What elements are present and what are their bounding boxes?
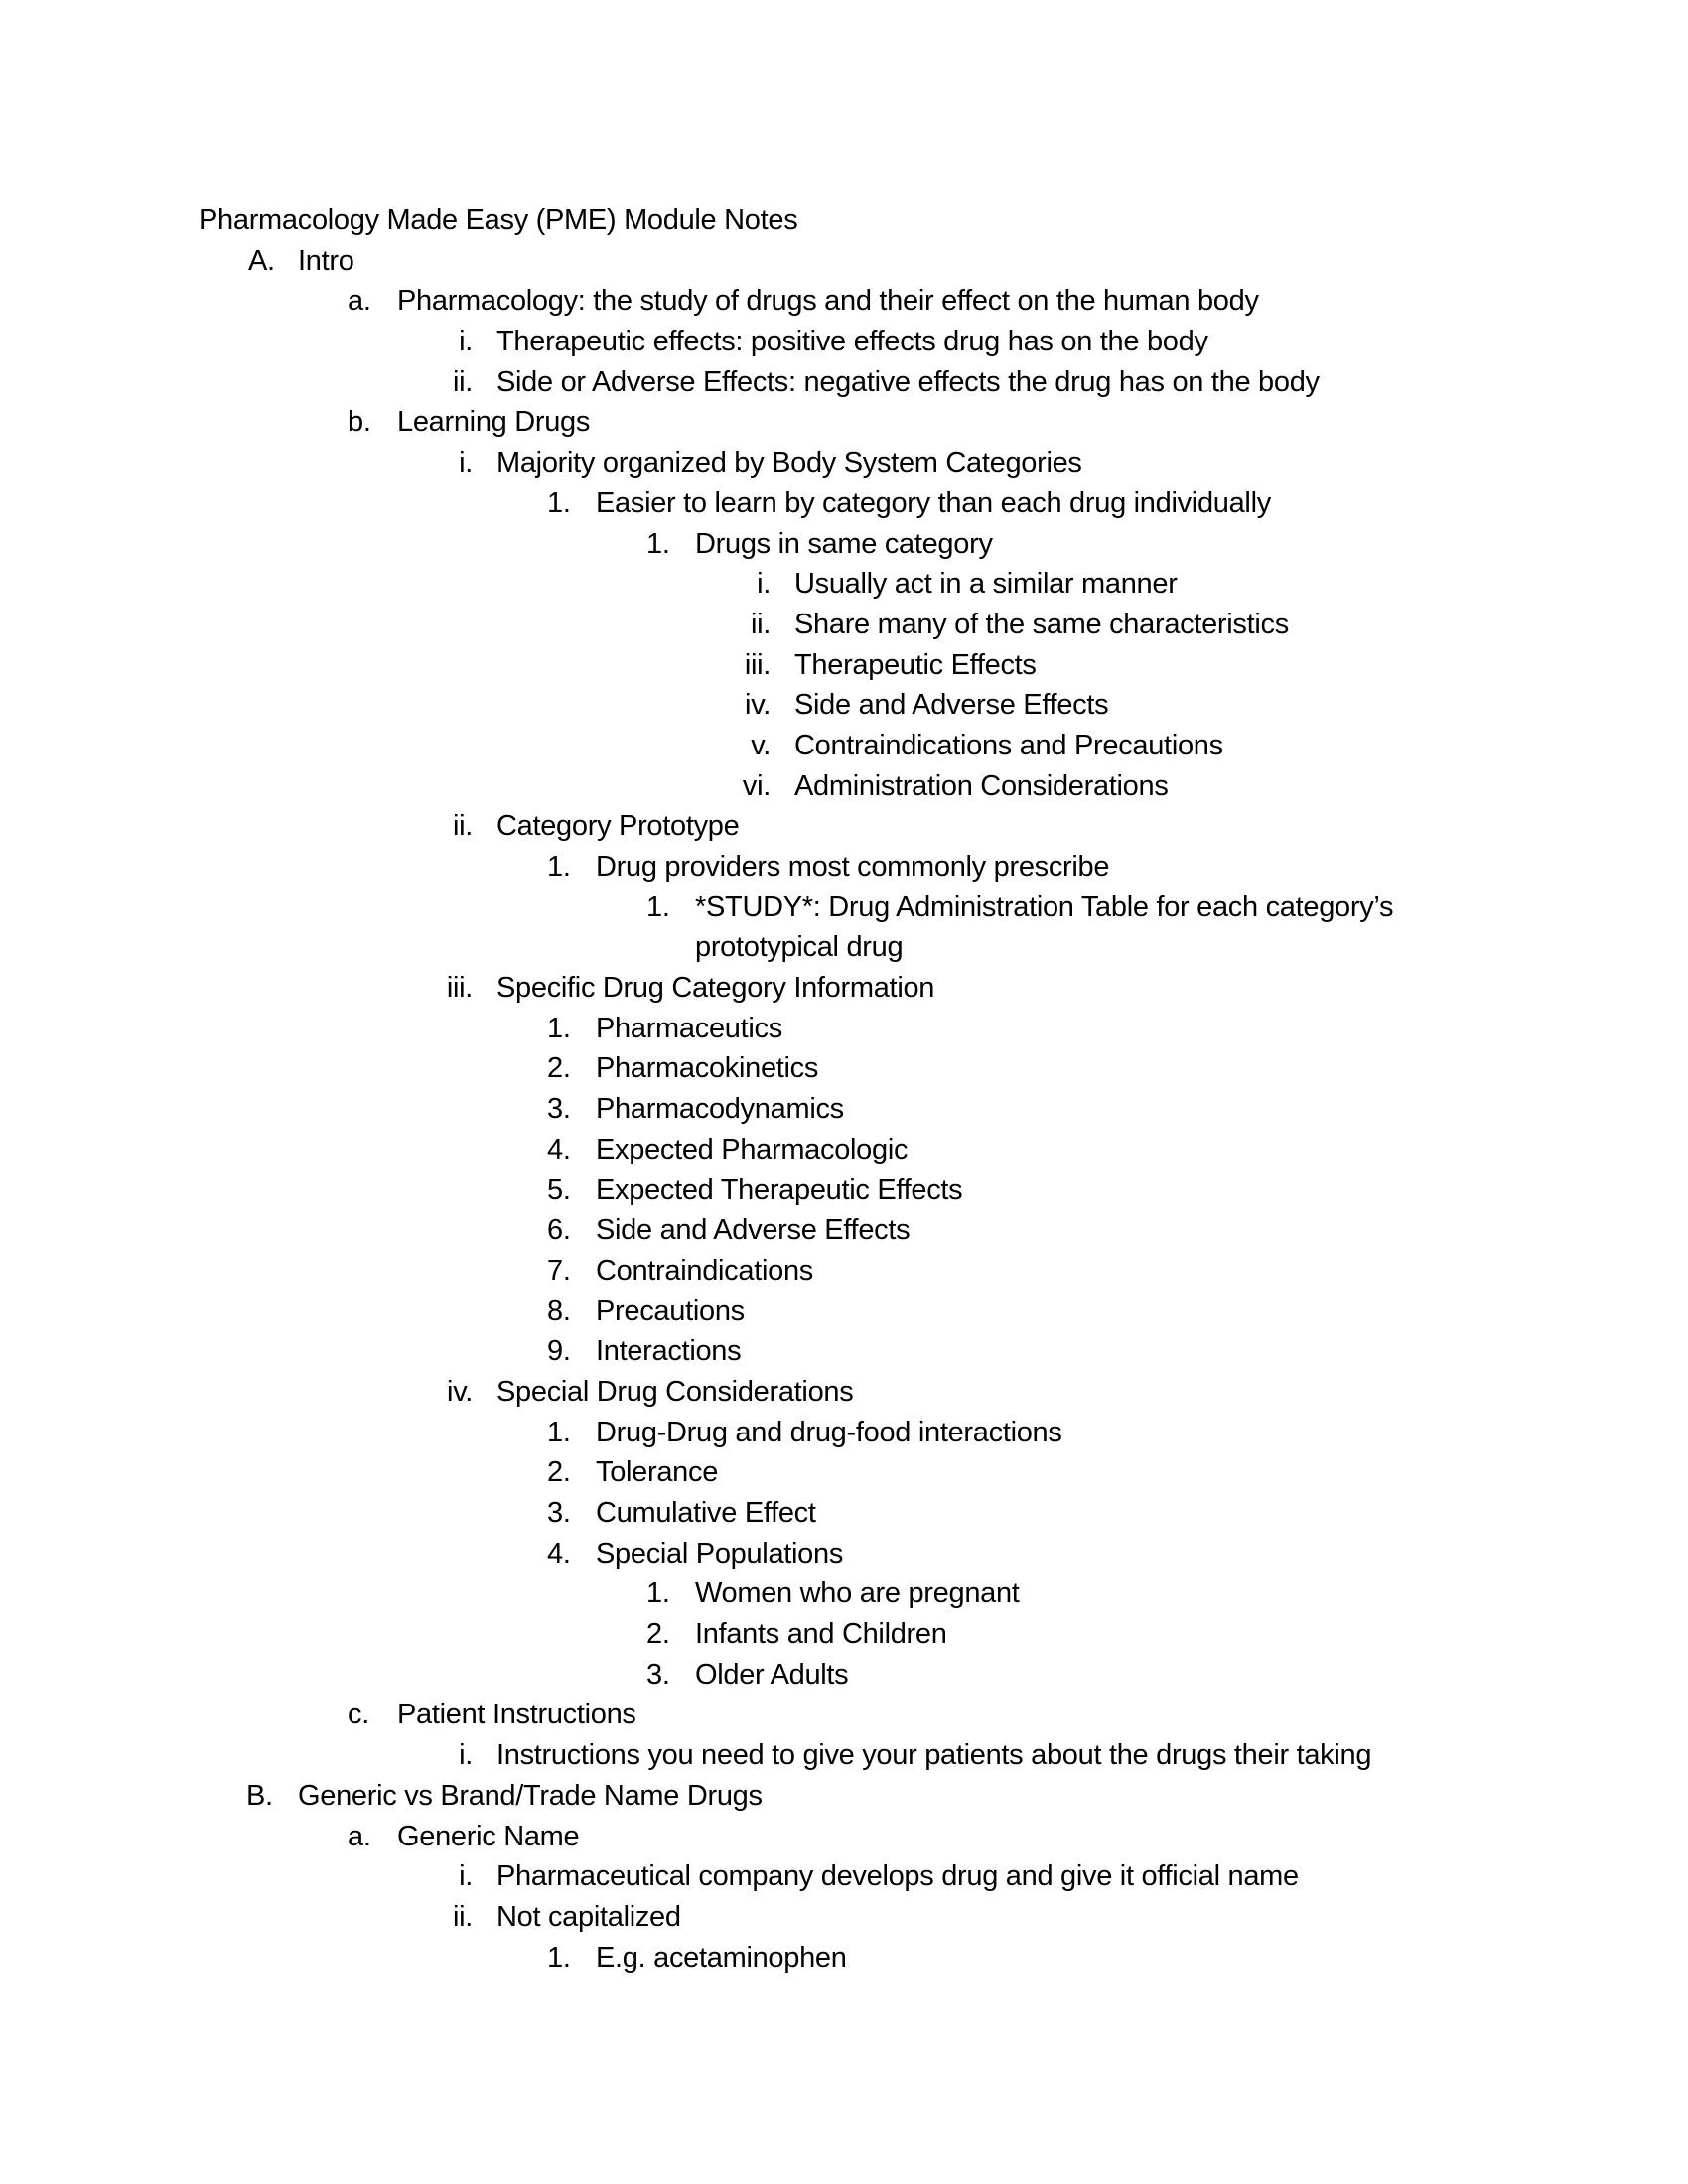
list-marker: a.: [348, 285, 371, 318]
list-marker: 1.: [646, 890, 670, 923]
outline-item-level-4: [0, 1251, 1688, 1292]
outline-item-level-3: [0, 362, 1688, 403]
outline-item-level-1: [0, 241, 1688, 282]
list-marker: i.: [459, 447, 473, 479]
outline-item-level-3: [0, 806, 1688, 847]
outline-item-level-5: [0, 1655, 1688, 1696]
list-marker: 1.: [547, 1012, 571, 1044]
outline-item-level-5: [0, 1614, 1688, 1655]
list-item-text: Women who are pregnant: [695, 1577, 1020, 1610]
outline-item-level-3: [0, 322, 1688, 362]
list-item-text: prototypical drug: [695, 931, 904, 964]
document-title: Pharmacology Made Easy (PME) Module Notes: [199, 205, 798, 236]
list-item-text: Pharmaceutics: [596, 1012, 782, 1044]
outline-item-level-4: [0, 1210, 1688, 1251]
outline-item-level-4: [0, 1170, 1688, 1211]
list-marker: b.: [348, 406, 371, 439]
list-item-text: E.g. acetaminophen: [596, 1941, 847, 1974]
list-item-text: Learning Drugs: [397, 406, 591, 439]
list-marker: v.: [751, 729, 771, 761]
list-marker: iv.: [745, 689, 771, 722]
list-marker: iii.: [744, 648, 771, 681]
list-marker: i.: [459, 1860, 473, 1893]
list-item-text: Interactions: [596, 1335, 742, 1368]
outline-item-level-6: [0, 726, 1688, 766]
list-marker: ii.: [452, 810, 473, 843]
outline-item-level-4: [0, 1493, 1688, 1534]
list-marker: 2.: [547, 1052, 571, 1085]
list-item-text: Pharmacodynamics: [596, 1093, 844, 1126]
list-marker: i.: [459, 326, 473, 358]
list-marker: 4.: [547, 1537, 571, 1570]
list-marker: 1.: [547, 1416, 571, 1448]
outline-item-level-4: [0, 1938, 1688, 1979]
outline-item-level-3: [0, 443, 1688, 483]
list-marker: iii.: [446, 972, 473, 1005]
outline-item-level-3: [0, 1372, 1688, 1413]
list-item-text: Therapeutic effects: positive effects drug has on the body: [496, 326, 1208, 358]
list-item-text: Instructions you need to give your patients about the drugs their taking: [496, 1739, 1372, 1772]
list-item-text: Side and Adverse Effects: [794, 689, 1109, 722]
outline-item-level-4: [0, 847, 1688, 887]
outline-item-level-6: [0, 605, 1688, 645]
list-item-text: Special Populations: [596, 1537, 844, 1570]
outline-item-level-6: [0, 766, 1688, 807]
outline-item-level-3: [0, 1735, 1688, 1776]
list-item-text: Category Prototype: [496, 810, 740, 843]
list-item-text: Majority organized by Body System Categories: [496, 447, 1082, 479]
outline-item-level-5: [0, 1573, 1688, 1614]
outline-item-level-4: [0, 1089, 1688, 1130]
outline-item-level-4: [0, 1452, 1688, 1493]
list-marker: ii.: [452, 1900, 473, 1933]
list-marker: 5.: [547, 1173, 571, 1206]
list-marker: 3.: [547, 1093, 571, 1126]
list-item-text: Specific Drug Category Information: [496, 972, 935, 1005]
outline-item-level-2: [0, 1695, 1688, 1735]
list-marker: 2.: [646, 1618, 670, 1651]
list-marker: 2.: [547, 1456, 571, 1489]
list-item-text: Tolerance: [596, 1456, 719, 1489]
outline-item-level-3: [0, 1897, 1688, 1938]
list-item-text: Older Adults: [695, 1658, 849, 1691]
list-item-text: Share many of the same characteristics: [794, 608, 1289, 640]
list-item-text: Administration Considerations: [794, 769, 1169, 802]
list-item-text: *STUDY*: Drug Administration Table for each category’s: [695, 890, 1394, 923]
outline-notes: [0, 201, 1688, 1978]
document-title-line: [0, 201, 1688, 241]
outline-item-level-4: [0, 1331, 1688, 1372]
list-marker: 1.: [547, 1941, 571, 1974]
list-marker: 6.: [547, 1214, 571, 1247]
outline-item-level-5: [0, 887, 1688, 928]
list-marker: i.: [757, 568, 771, 601]
outline-item-level-2: [0, 402, 1688, 443]
list-item-text: Generic Name: [397, 1820, 580, 1852]
list-item-text: Cumulative Effect: [596, 1497, 816, 1529]
list-marker: vi.: [742, 769, 771, 802]
outline-item-continuation: [0, 927, 1688, 968]
list-marker: 7.: [547, 1254, 571, 1287]
outline-item-level-2: [0, 281, 1688, 322]
outline-item-level-4: [0, 1413, 1688, 1453]
list-marker: A.: [248, 244, 275, 277]
list-marker: 4.: [547, 1133, 571, 1165]
list-item-text: Expected Therapeutic Effects: [596, 1173, 963, 1206]
list-item-text: Not capitalized: [496, 1900, 681, 1933]
outline-item-level-3: [0, 1856, 1688, 1897]
list-item-text: Side or Adverse Effects: negative effects the drug has on the body: [496, 365, 1320, 398]
outline-item-level-4: [0, 483, 1688, 524]
list-item-text: Therapeutic Effects: [794, 648, 1037, 681]
list-marker: ii.: [750, 608, 771, 640]
outline-item-level-6: [0, 645, 1688, 686]
outline-item-level-4: [0, 1292, 1688, 1332]
list-item-text: Usually act in a similar manner: [794, 568, 1178, 601]
list-item-text: Contraindications and Precautions: [794, 729, 1223, 761]
list-item-text: Intro: [298, 244, 354, 277]
list-marker: a.: [348, 1820, 371, 1852]
list-item-text: Infants and Children: [695, 1618, 947, 1651]
list-marker: ii.: [452, 365, 473, 398]
list-marker: i.: [459, 1739, 473, 1772]
outline-item-level-3: [0, 968, 1688, 1009]
list-marker: iv.: [447, 1375, 473, 1408]
list-marker: 1.: [646, 1577, 670, 1610]
list-item-text: Drug providers most commonly prescribe: [596, 851, 1110, 883]
list-marker: 9.: [547, 1335, 571, 1368]
outline-item-level-1: [0, 1776, 1688, 1817]
list-item-text: Pharmacokinetics: [596, 1052, 819, 1085]
list-item-text: Pharmacology: the study of drugs and their effect on the human body: [397, 285, 1259, 318]
outline-item-level-4: [0, 1534, 1688, 1574]
list-item-text: Precautions: [596, 1295, 745, 1327]
list-item-text: Patient Instructions: [397, 1699, 636, 1731]
outline-item-level-4: [0, 1009, 1688, 1049]
outline-item-level-4: [0, 1130, 1688, 1170]
list-item-text: Side and Adverse Effects: [596, 1214, 911, 1247]
outline-item-level-2: [0, 1817, 1688, 1857]
list-marker: B.: [246, 1779, 273, 1812]
list-item-text: Drug-Drug and drug-food interactions: [596, 1416, 1062, 1448]
list-item-text: Special Drug Considerations: [496, 1375, 854, 1408]
list-item-text: Expected Pharmacologic: [596, 1133, 909, 1165]
outline-item-level-6: [0, 685, 1688, 726]
list-marker: c.: [348, 1699, 369, 1731]
list-marker: 1.: [547, 851, 571, 883]
outline-item-level-6: [0, 564, 1688, 605]
list-marker: 3.: [646, 1658, 670, 1691]
list-marker: 1.: [646, 527, 670, 560]
list-item-text: Contraindications: [596, 1254, 813, 1287]
outline-item-level-5: [0, 524, 1688, 565]
list-marker: 1.: [547, 486, 571, 519]
list-item-text: Pharmaceutical company develops drug and give it official name: [496, 1860, 1299, 1893]
list-marker: 3.: [547, 1497, 571, 1529]
list-item-text: Drugs in same category: [695, 527, 993, 560]
list-item-text: Generic vs Brand/Trade Name Drugs: [298, 1779, 763, 1812]
outline-item-level-4: [0, 1048, 1688, 1089]
list-marker: 8.: [547, 1295, 571, 1327]
list-item-text: Easier to learn by category than each drug individually: [596, 486, 1271, 519]
